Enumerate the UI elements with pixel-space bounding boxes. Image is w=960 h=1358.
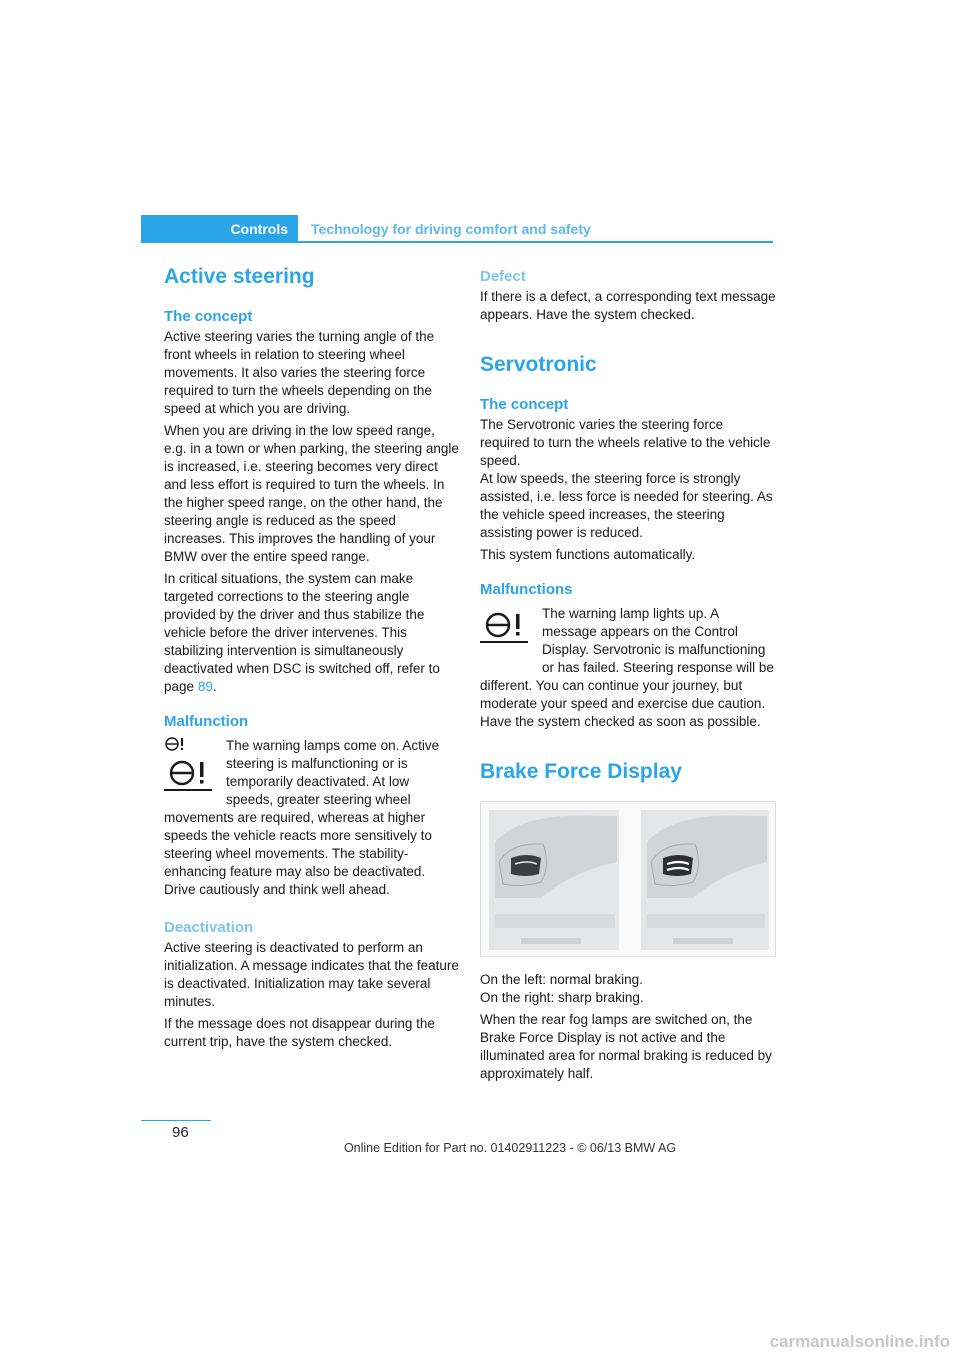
page-number: 96: [172, 1124, 189, 1141]
malfunction-text: The warning lamps come on. Active steering is malfunctioning or is temporarily deactivated. At low speeds, greater steering wheel movements are required, whereas at higher speeds the vehicle reacts more sensitively to steering wheel movements. The stability-enhancing feature may also be deactivated. Drive cautiously and think well ahead.: [164, 738, 440, 897]
section-label: Controls: [230, 221, 288, 237]
servotronic-concept-heading: The concept: [480, 396, 569, 413]
footer-edition-text: Online Edition for Part no. 01402911223 - © 06/13 BMW AG: [343, 1141, 677, 1155]
malfunction-block: [164, 737, 460, 899]
servotronic-paragraph-1: The Servotronic varies the steering force required to turn the wheels relative to the vehicle speed.: [480, 417, 771, 468]
warning-lamps: [164, 737, 216, 795]
brake-caption-left: On the left: normal braking.: [480, 972, 643, 987]
steering-warning-small-icon: [164, 737, 212, 751]
steering-warning-icon: [480, 609, 528, 643]
concept-paragraph-1: Active steering varies the turning angle of the front wheels in relation to steering wheel movements. It also varies the steering force required to turn the wheels depending on the speed at which you are driving.: [164, 329, 435, 416]
servotronic-paragraph-1b: At low speeds, the steering force is strongly assisted, i.e. less force is needed for steering. As the vehicle speed increases, the steering assisting power is reduced.: [480, 471, 773, 540]
concept-heading: The concept: [164, 308, 253, 325]
servotronic-malfunction-text: The warning lamp lights up. A message appears on the Control Display. Servotronic is malfunctioning or has failed. Steering response will be different. You can continue your journey, but moderate your speed and exercise due caution. Have the system checked as soon as possible.: [480, 606, 774, 729]
steering-warning-icon: [164, 757, 212, 791]
car-rear-normal-braking: [489, 810, 619, 950]
brake-light-illustration: [480, 801, 776, 957]
car-rear-sharp-braking: [641, 810, 769, 950]
section-tab: [141, 215, 298, 242]
deactivation-heading: Deactivation: [164, 919, 254, 936]
deactivation-paragraph-2: If the message does not disappear during the current trip, have the system checked.: [164, 1016, 435, 1049]
right-column: [480, 262, 776, 1083]
servotronic-malfunctions-heading: Malfunctions: [480, 581, 573, 598]
defect-heading: Defect: [480, 268, 526, 285]
header-rule: [141, 241, 773, 243]
deactivation-paragraph-1: Active steering is deactivated to perform an initialization. A message indicates that the feature is deactivated. Initialization may take several minutes.: [164, 940, 459, 1009]
concept-paragraph-2: When you are driving in the low speed range, e.g. in a town or when parking, the steering angle is increased, i.e. steering becomes very direct and less effort is required to turn the wheels. In the higher speed range, on the other hand, the steering angle is reduced as the speed increases. This improves the handling of your BMW over the entire speed range.: [164, 423, 459, 564]
brake-force-title: Brake Force Display: [480, 760, 682, 783]
chapter-title: Technology for driving comfort and safety: [311, 221, 591, 237]
servotronic-malfunction-block: [480, 605, 776, 731]
page-number-rule: [141, 1120, 211, 1121]
defect-text: If there is a defect, a corresponding text message appears. Have the system checked.: [480, 289, 776, 322]
footer-edition: [0, 1141, 960, 1155]
malfunction-heading: Malfunction: [164, 713, 249, 730]
servotronic-title: Servotronic: [480, 353, 597, 376]
left-column: [164, 262, 460, 1051]
site-watermark: carmanualsonline.info: [769, 1332, 950, 1351]
servotronic-lamp: [480, 605, 532, 661]
concept-paragraph-3: [164, 570, 460, 696]
brake-caption-right: On the right: sharp braking.: [480, 990, 644, 1005]
active-steering-title: Active steering: [164, 265, 315, 288]
page-reference-link[interactable]: 89: [197, 679, 213, 694]
concept-paragraph-3-end: .: [212, 679, 217, 694]
concept-paragraph-3-text: In critical situations, the system can make targeted corrections to the steering angle provided by the driver and thus stabilize the vehicle before the driver intervenes. This stabilizing intervention is simultaneously deactivated when DSC is switched off, refer to page: [164, 571, 440, 694]
servotronic-paragraph-2: This system functions automatically.: [480, 547, 696, 562]
brake-paragraph: When the rear fog lamps are switched on, the Brake Force Display is not active and the illuminated area for normal braking is reduced by approximately half.: [480, 1012, 772, 1081]
